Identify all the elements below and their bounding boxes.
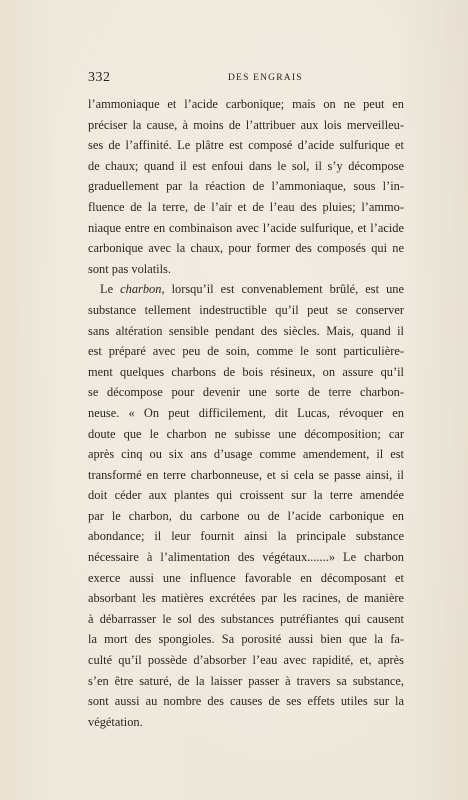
text-line: préciser la cause, à moins de l’attribuer aux lois merveilleu- xyxy=(88,117,404,132)
text-line: ment quelques charbons de bois résineux, on assure qu’il xyxy=(88,364,404,379)
text-suffix: , lorsqu’il est convenablement brûlé, est une xyxy=(161,282,404,297)
running-title: DES ENGRAIS xyxy=(228,73,303,83)
text-line: substance tellement indestructible qu’il peut se conserver xyxy=(88,302,404,317)
text-line: transformé en terre charbonneuse, et si cela se passe ainsi, il xyxy=(88,467,404,482)
text-line: abondance; il leur fournit ainsi la principale substance xyxy=(88,529,404,544)
text-line: se décompose pour devenir une sorte de terre charbon- xyxy=(88,385,404,400)
italic-term-charbon: charbon xyxy=(120,282,162,297)
text-line: après cinq ou six ans d’usage comme amendement, il est xyxy=(88,447,404,462)
text-line: carbonique avec la chaux, pour former des composés qui ne xyxy=(88,241,404,256)
text-line: sont aussi au nombre des causes de ses effets utiles sur la xyxy=(88,694,404,709)
text-line: absorbant les matières excrétées par les racines, de manière xyxy=(88,591,404,606)
text-line-first xyxy=(88,279,404,300)
text-prefix: Le xyxy=(100,282,121,297)
text-line: ses de l’affinité. Le plâtre est composé d’acide sulfurique et xyxy=(88,138,404,153)
text-line: végétation. xyxy=(88,714,143,729)
text-line: doit céder aux plantes qui croissent sur la terre amendée xyxy=(88,488,404,503)
paragraph-2 xyxy=(88,279,404,732)
text-line: est préparé avec peu de soin, comme le sont particulière- xyxy=(88,344,404,359)
text-line: la mort des spongioles. Sa porosité aussi bien que la fa- xyxy=(88,632,404,647)
paragraph-1 xyxy=(88,94,404,279)
text-line: sont pas volatils. xyxy=(88,261,171,276)
text-line: exerce aussi une influence favorable en décomposant et xyxy=(88,570,404,585)
text-line: sans altération sensible pendant des siècles. Mais, quand il xyxy=(88,323,404,338)
text-line: s’en être saturé, de la laisser passer à travers sa substance, xyxy=(88,673,404,688)
text-line: niaque entre en combinaison avec l’acide sulfurique, et l’acide xyxy=(88,220,404,235)
text-line: l’ammoniaque et l’acide carbonique; mais on ne peut en xyxy=(88,97,404,111)
text-line: nécessaire à l’alimentation des végétaux.......» Le charbon xyxy=(88,550,404,565)
text-line: par le charbon, du carbone ou de l’acide carbonique en xyxy=(88,508,404,523)
page-number: 332 xyxy=(88,70,111,85)
text-line: de chaux; quand il est enfoui dans le sol, il s’y décompose xyxy=(88,158,404,173)
text-line: graduellement par la réaction de l’ammoniaque, sous l’in- xyxy=(88,179,404,194)
text-line: culté qu’il possède d’absorber l’eau avec rapidité, et, après xyxy=(88,653,404,668)
page-header xyxy=(88,70,398,88)
text-line: fluence de la terre, de l’air et de l’eau des pluies; l’ammo- xyxy=(88,199,404,214)
text-line: doute que le charbon ne subisse une décomposition; car xyxy=(88,426,404,441)
text-line: à débarrasser le sol des substances putréfiantes qui causent xyxy=(88,611,404,626)
text-line: neuse. « On peut difficilement, dit Lucas, révoquer en xyxy=(88,405,404,420)
body-text xyxy=(88,94,404,732)
